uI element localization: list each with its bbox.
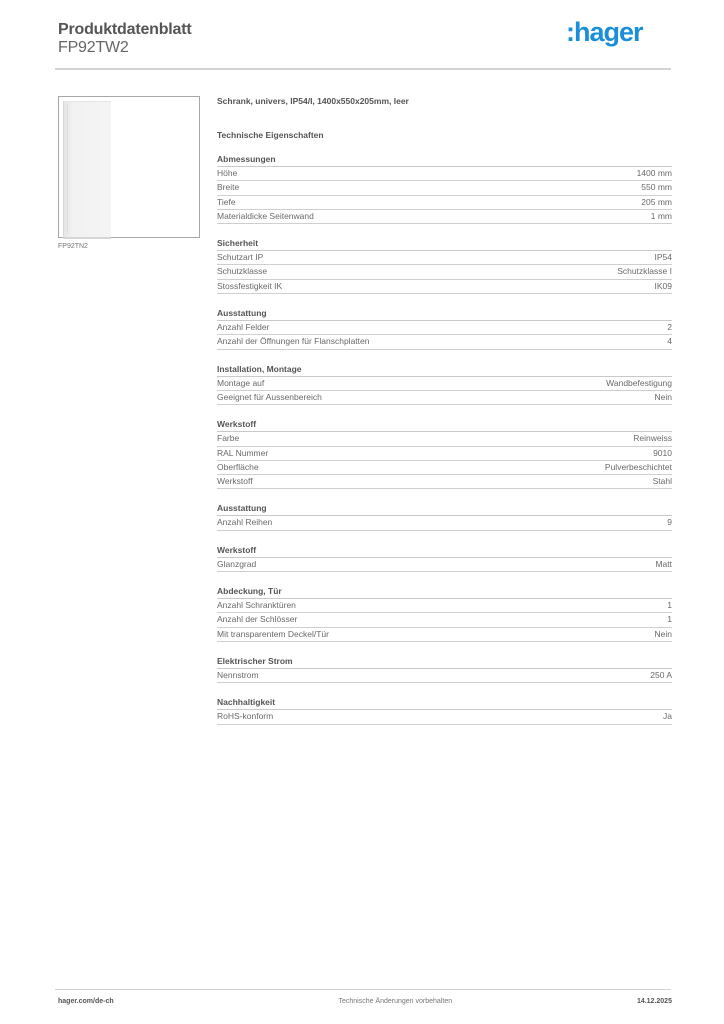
property-row <box>217 516 672 530</box>
footer-date: 14.12.2025 <box>636 998 672 1005</box>
property-value: 9 <box>667 517 672 528</box>
property-row <box>217 251 672 265</box>
property-label: Anzahl Schranktüren <box>217 600 296 611</box>
property-row <box>217 210 672 224</box>
property-value: 205 mm <box>641 196 672 207</box>
property-label: Breite <box>217 182 240 193</box>
property-section <box>217 656 672 683</box>
property-value: Wandbefestigung <box>606 377 672 388</box>
property-label: Mit transparentem Deckel/Tür <box>217 628 329 639</box>
property-label: RoHS-konform <box>217 711 274 722</box>
cabinet-illustration <box>63 101 111 239</box>
document-title: Produktdatenblatt <box>58 21 192 38</box>
property-section <box>217 364 672 406</box>
section-heading: Nachhaltigkeit <box>217 697 672 710</box>
hager-logo: :hager <box>566 17 643 47</box>
property-row <box>217 335 672 349</box>
property-section <box>217 154 672 224</box>
property-value: Nein <box>654 628 672 639</box>
product-code: FP92TW2 <box>58 39 129 56</box>
property-row <box>217 461 672 475</box>
technical-properties-title: Technische Eigenschaften <box>217 130 324 140</box>
section-heading: Ausstattung <box>217 308 672 321</box>
property-row <box>217 321 672 335</box>
property-value: IK09 <box>654 280 672 291</box>
property-label: Anzahl der Öffnungen für Flanschplatten <box>217 336 370 347</box>
property-row <box>217 167 672 181</box>
properties-sections <box>217 154 672 725</box>
image-caption: FP92TN2 <box>58 243 88 250</box>
property-row <box>217 710 672 724</box>
property-row <box>217 613 672 627</box>
property-section <box>217 238 672 294</box>
property-value: Reinweiss <box>633 433 672 444</box>
footer-divider <box>55 989 671 990</box>
property-label: Schutzart IP <box>217 252 264 263</box>
property-row <box>217 181 672 195</box>
property-label: Glanzgrad <box>217 558 257 569</box>
product-description: Schrank, univers, IP54/I, 1400x550x205mm, leer <box>217 96 409 106</box>
property-value: 550 mm <box>641 182 672 193</box>
property-section <box>217 545 672 572</box>
property-row <box>217 265 672 279</box>
section-heading: Werkstoff <box>217 545 672 558</box>
product-image <box>58 96 200 238</box>
property-row <box>217 599 672 613</box>
property-section <box>217 697 672 724</box>
property-label: Höhe <box>217 168 238 178</box>
section-heading: Sicherheit <box>217 238 672 251</box>
property-label: Anzahl Reihen <box>217 517 273 528</box>
property-row <box>217 447 672 461</box>
document-footer <box>58 998 672 1005</box>
property-label: Stossfestigkeit IK <box>217 280 283 291</box>
property-label: Werkstoff <box>217 476 253 487</box>
property-value: Stahl <box>652 476 672 487</box>
property-label: Tiefe <box>217 196 236 207</box>
section-heading: Ausstattung <box>217 503 672 516</box>
property-value: Matt <box>655 558 672 569</box>
property-label: Anzahl der Schlösser <box>217 614 298 625</box>
property-value: 9010 <box>653 447 672 458</box>
property-value: 1 mm <box>650 210 672 221</box>
header-divider <box>55 68 671 70</box>
section-heading: Installation, Montage <box>217 364 672 377</box>
property-row <box>217 628 672 642</box>
property-row <box>217 432 672 446</box>
property-row <box>217 475 672 489</box>
property-row <box>217 196 672 210</box>
property-row <box>217 669 672 683</box>
property-value: Ja <box>663 711 672 722</box>
property-label: RAL Nummer <box>217 447 269 458</box>
property-row <box>217 558 672 572</box>
section-heading: Elektrischer Strom <box>217 656 672 669</box>
property-label: Oberfläche <box>217 461 259 472</box>
property-label: Schutzklasse <box>217 266 268 277</box>
property-label: Materialdicke Seitenwand <box>217 210 314 221</box>
property-value: Pulverbeschichtet <box>604 461 672 472</box>
property-row <box>217 280 672 294</box>
property-value: 1400 mm <box>636 168 672 178</box>
product-details <box>217 96 672 725</box>
section-heading: Werkstoff <box>217 419 672 432</box>
property-label: Nennstrom <box>217 669 259 680</box>
property-value: 1 <box>667 600 672 611</box>
property-value: 250 A <box>650 669 672 680</box>
property-row <box>217 377 672 391</box>
property-section <box>217 308 672 350</box>
property-section <box>217 586 672 642</box>
property-value: Nein <box>654 391 672 402</box>
property-label: Farbe <box>217 433 240 444</box>
footer-website[interactable]: hager.com/de-ch <box>58 998 114 1005</box>
property-section <box>217 419 672 489</box>
section-heading: Abdeckung, Tür <box>217 586 672 599</box>
property-section <box>217 503 672 530</box>
property-value: Schutzklasse I <box>617 266 672 277</box>
property-value: 4 <box>667 336 672 347</box>
property-value: 2 <box>667 322 672 333</box>
footer-disclaimer: Technische Änderungen vorbehalten <box>338 998 453 1005</box>
property-label: Montage auf <box>217 377 265 388</box>
property-value: 1 <box>667 614 672 625</box>
section-heading: Abmessungen <box>217 154 672 167</box>
property-row <box>217 391 672 405</box>
property-label: Geeignet für Aussenbereich <box>217 391 322 402</box>
property-value: IP54 <box>654 252 672 263</box>
document-header <box>58 20 192 57</box>
property-label: Anzahl Felder <box>217 322 270 333</box>
